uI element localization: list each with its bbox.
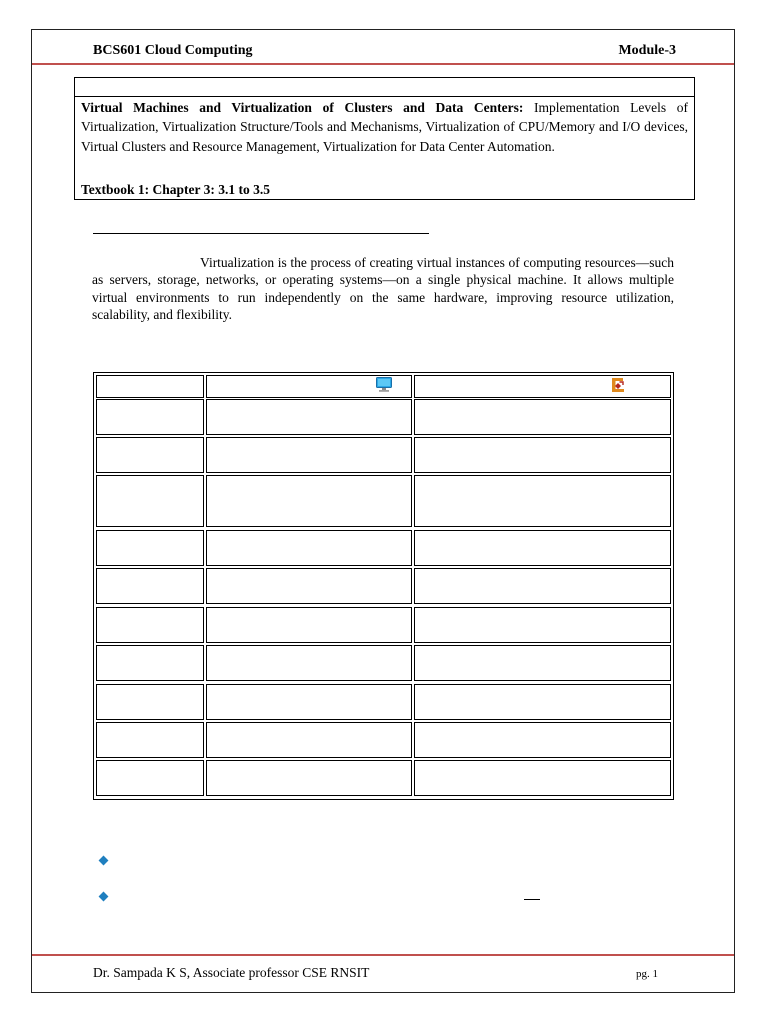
table-cell — [206, 684, 412, 720]
table-cell — [414, 645, 671, 681]
intro-paragraph — [92, 254, 674, 323]
table-cell — [206, 760, 412, 796]
table-cell — [414, 607, 671, 643]
table-cell — [96, 399, 204, 435]
header-rule — [32, 63, 734, 65]
table-cell — [96, 760, 204, 796]
syllabus-top-row — [75, 78, 694, 97]
table-cell — [414, 568, 671, 604]
table-cell — [96, 684, 204, 720]
table-cell — [414, 684, 671, 720]
table-cell — [96, 375, 204, 398]
table-cell — [414, 437, 671, 473]
intro-text: Virtualization is the process of creating virtual instances of computing resources—such as servers, storage, networks, or operating systems—on a single physical machine. It allows multiple virtual environments to run independently on the same hardware, improving resource utilization, scalability, and flexibility. — [92, 255, 674, 322]
table-cell — [414, 475, 671, 527]
syllabus-text — [81, 98, 688, 156]
table-cell — [414, 760, 671, 796]
footer-rule — [32, 954, 734, 956]
textbook-reference: Textbook 1: Chapter 3: 3.1 to 3.5 — [81, 182, 271, 197]
syllabus-heading: Virtual Machines and Virtualization of Clusters and Data Centers: — [81, 100, 524, 115]
page-number: pg. 1 — [636, 968, 658, 980]
table-cell — [96, 530, 204, 566]
table-cell — [206, 437, 412, 473]
dash-mark — [524, 899, 540, 900]
virtualbox-icon — [610, 377, 626, 393]
monitor-icon — [376, 377, 392, 392]
table-cell — [96, 607, 204, 643]
table-cell — [96, 475, 204, 527]
table-cell — [206, 607, 412, 643]
module-label: Module-3 — [618, 43, 676, 58]
footer-author: Dr. Sampada K S, Associate professor CSE RNSIT — [93, 965, 370, 980]
table-cell — [206, 530, 412, 566]
table-cell — [206, 399, 412, 435]
comparison-table — [93, 372, 674, 800]
table-cell — [96, 437, 204, 473]
table-cell — [96, 645, 204, 681]
table-cell — [96, 568, 204, 604]
table-cell — [414, 375, 671, 398]
table-cell — [414, 399, 671, 435]
table-cell — [206, 568, 412, 604]
table-cell — [414, 722, 671, 758]
course-title: BCS601 Cloud Computing — [93, 43, 253, 58]
page-header — [93, 43, 676, 63]
table-cell — [96, 722, 204, 758]
syllabus-box — [74, 77, 695, 200]
table-cell — [206, 645, 412, 681]
section-heading-underline — [93, 233, 429, 234]
table-cell — [206, 475, 412, 527]
syllabus-topics: Implementation Levels of Virtualization, Virtualization Structure/Tools and Mechanisms, Virtualization of CPU/Memory and I/O devices, Virtual Clusters and Resource Management, Virtualization for Data Center Automation. — [81, 100, 688, 154]
table-cell — [414, 530, 671, 566]
table-cell — [206, 722, 412, 758]
